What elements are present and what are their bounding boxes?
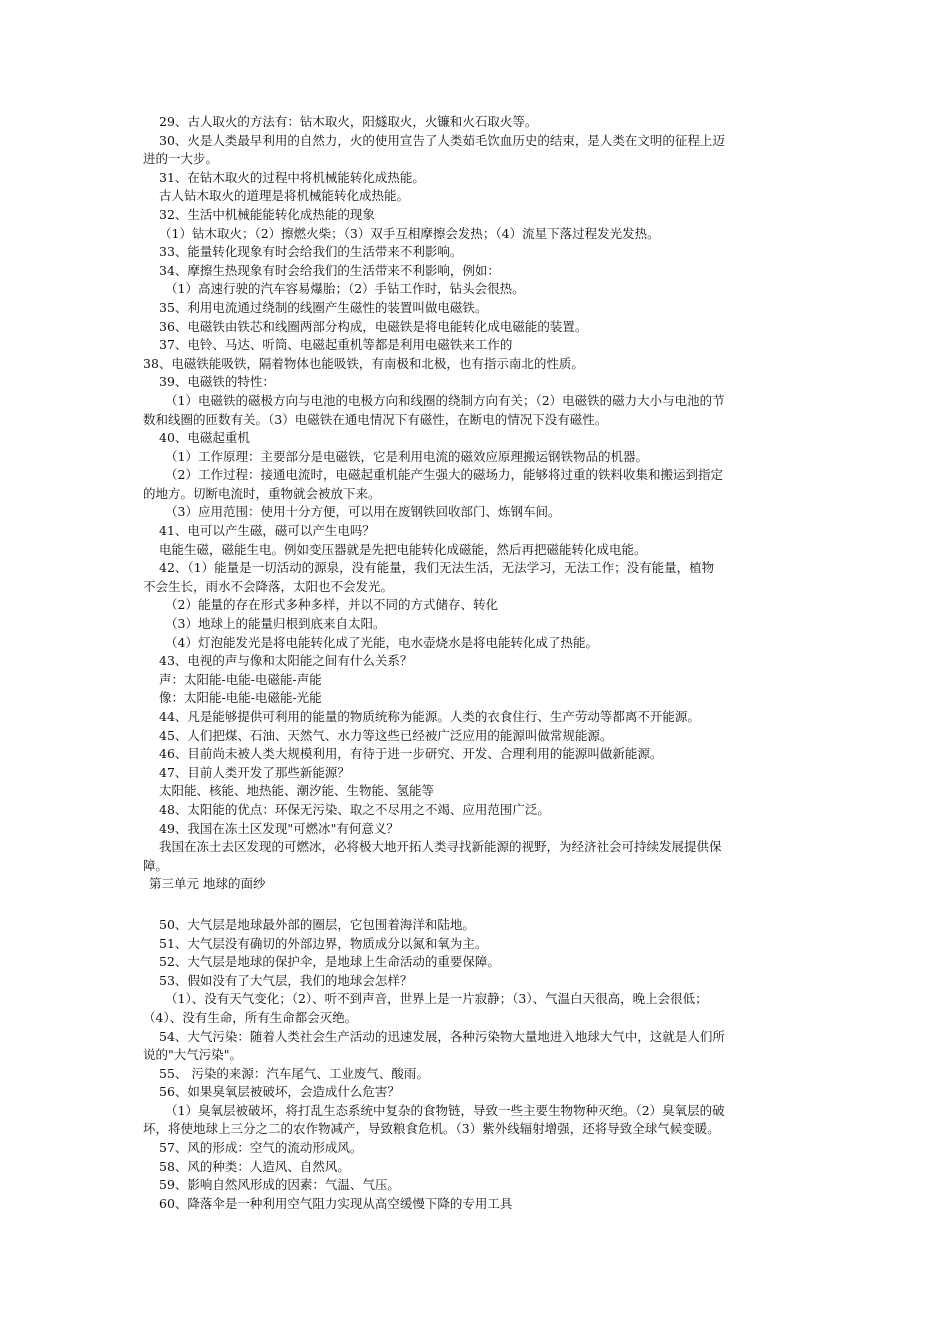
text-line: 太阳能、核能、地热能、潮汐能、生物能、氢能等 [159, 783, 435, 799]
text-line: 声：太阳能-电能-电磁能-声能 [159, 671, 322, 687]
text-line: 35、利用电流通过绕制的线圈产生磁性的装置叫做电磁铁。 [159, 299, 488, 315]
text-line: 55、 污染的来源：汽车尾气、工业废气、酸雨。 [159, 1065, 429, 1081]
text-line: 60、降落伞是一种利用空气阻力实现从高空缓慢下降的专用工具 [159, 1195, 513, 1211]
text-line: 47、目前人类开发了那些新能源？ [159, 764, 350, 780]
text-line: 46、目前尚未被人类大规模利用，有待于进一步研究、开发、合理利用的能源叫做新能源。 [159, 746, 663, 762]
text-line: 53、假如没有了大气层，我们的地球会怎样？ [159, 972, 413, 988]
text-line: （1）钻木取火；（2）擦燃火柴；（3）双手互相摩擦会发热；（4）流星下落过程发光发热。 [159, 225, 660, 241]
text-line: 31、在钻木取火的过程中将机械能转化成热能。 [159, 169, 425, 185]
text-line: 43、电视的声与像和太阳能之间有什么关系？ [159, 653, 413, 669]
text-line: 44、凡是能够提供可利用的能量的物质统称为能源。人类的衣食住行、生产劳动等都离不开能源。 [159, 709, 700, 724]
text-line: 数和线圈的匝数有关。（3）电磁铁在通电情况下有磁性，在断电的情况下没有磁性。 [143, 411, 608, 427]
text-line: 32、生活中机械能能转化成热能的现象 [159, 206, 375, 222]
text-line: 33、能量转化现象有时会给我们的生活带来不利影响。 [159, 244, 463, 260]
text-line: 不会生长，雨水不会降落，太阳也不会发光。 [143, 578, 394, 594]
text-line: 坏，将使地球上三分之二的农作物减产，导致粮食危机。（3）紫外线辐射增强，还将导致全球气候变暖。 [143, 1121, 720, 1137]
text-line: （1）电磁铁的磁极方向与电池的电极方向和线圈的绕制方向有关；（2）电磁铁的磁力大小与电池的节 [165, 392, 725, 408]
text-line: 51、大气层没有确切的外部边界，物质成分以氮和氧为主。 [159, 935, 488, 951]
text-line: 我国在冻土去区发现的可燃冰，必将极大地开拓人类寻找新能源的视野，为经济社会可持续发展提供保 [159, 839, 722, 855]
text-line: 58、风的种类：人造风、自然风。 [159, 1158, 350, 1174]
text-line: 54、大气污染：随着人类社会生产活动的迅速发展，各种污染物大量地进入地球大气中，这就是人们所 [159, 1028, 725, 1044]
text-line: 电能生磁，磁能生电。例如变压器就是先把电能转化成磁能，然后再把磁能转化成电能。 [159, 541, 647, 557]
text-line: 像：太阳能-电能-电磁能-光能 [159, 690, 322, 706]
text-line: 50、大气层是地球最外部的圈层，它包围着海洋和陆地。 [159, 916, 475, 932]
text-line: （1）、没有天气变化；（2）、听不到声音，世界上是一片寂静；（3）、气温白天很高，晚上会很低； [165, 991, 708, 1007]
text-line: 40、电磁起重机 [159, 430, 250, 446]
text-line: 52、大气层是地球的保护伞，是地球上生命活动的重要保障。 [159, 954, 500, 970]
text-line: （3）应用范围：使用十分方便，可以用在废钢铁回收部门、炼钢车间。 [165, 504, 561, 520]
document-body [143, 113, 819, 1213]
text-line: 29、古人取火的方法有：钻木取火，阳燧取火，火镰和火石取火等。 [159, 114, 538, 129]
text-line: 49、我国在冻土区发现"可燃冰"有何意义？ [159, 820, 399, 836]
text-line: 45、人们把煤、石油、天然气、水力等这些已经被广泛应用的能源叫做常规能源。 [159, 727, 613, 743]
text-line: 56、如果臭氧层被破坏，会造成什么危害？ [159, 1084, 400, 1100]
text-line: 37、电铃、马达、听筒、电磁起重机等都是利用电磁铁来工作的 [159, 337, 513, 353]
text-line: 42、（1）能量是一切活动的源泉，没有能量，我们无法生活，无法学习，无法工作；没有能量，植物 [159, 560, 715, 576]
text-line: （1）工作原理：主要部分是电磁铁，它是利用电流的磁效应原理搬运钢铁物品的机器。 [165, 448, 648, 464]
text-line: （1）臭氧层被破坏，将打乱生态系统中复杂的食物链，导致一些主要生物物种灭绝。（2）臭氧层的破 [165, 1102, 725, 1118]
text-line: 41、电可以产生磁，磁可以产生电吗？ [159, 523, 375, 539]
text-line: 59、影响自然风形成的因素：气温、气压。 [159, 1177, 400, 1193]
text-line: 障。 [143, 857, 169, 873]
text-line: 57、风的形成：空气的流动形成风。 [159, 1140, 363, 1156]
text-line: （1）高速行驶的汽车容易爆胎；（2）手钻工作时，钻头会很热。 [165, 281, 525, 297]
text-line: （3）地球上的能量归根到底来自太阳。 [165, 616, 386, 632]
text-line: （4）、没有生命，所有生命都会灭绝。 [143, 1009, 358, 1025]
text-line: 进的一大步。 [143, 151, 219, 167]
text-line: （4）灯泡能发光是将电能转化成了光能，电水壶烧水是将电能转化成了热能。 [165, 634, 598, 650]
text-line [143, 894, 819, 916]
text-line: 古人钻木取火的道理是将机械能转化成热能。 [159, 188, 410, 204]
text-line: 30、火是人类最早利用的自然力，火的使用宣告了人类茹毛饮血历史的结束，是人类在文明的征程上迈 [159, 132, 725, 148]
text-line: （2）能量的存在形式多种多样，并以不同的方式储存、转化 [165, 597, 498, 613]
text-line: 34、摩擦生热现象有时会给我们的生活带来不利影响，例如： [159, 262, 500, 278]
text-line: 48、太阳能的优点：环保无污染、取之不尽用之不竭、应用范围广泛。 [159, 801, 550, 817]
section-heading: 第三单元 地球的面纱 [149, 876, 266, 892]
text-line: 39、电磁铁的特性： [159, 374, 275, 390]
text-line: （2）工作过程：接通电流时，电磁起重机能产生强大的磁场力，能够将过重的铁料收集和搬运到指定 [165, 467, 723, 483]
text-line: 36、电磁铁由铁芯和线圈两部分构成，电磁铁是将电能转化成电磁能的装置。 [159, 318, 588, 334]
text-line: 38、电磁铁能吸铁，隔着物体也能吸铁，有南极和北极，也有指示南北的性质。 [143, 355, 584, 371]
text-line: 的地方。切断电流时，重物就会被放下来。 [143, 485, 381, 501]
text-line: 说的"大气污染"。 [143, 1047, 242, 1063]
